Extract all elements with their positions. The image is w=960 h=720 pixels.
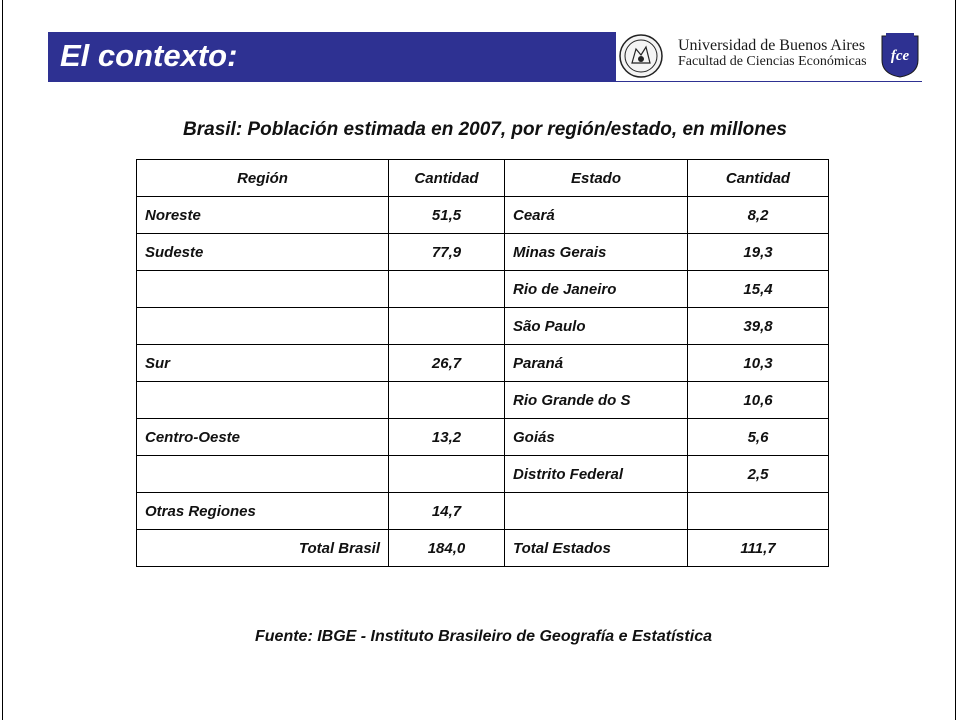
table-row — [137, 382, 829, 419]
cell-region-value: 13,2 — [389, 419, 505, 456]
column-header-region: Región — [137, 160, 389, 197]
cell-state — [505, 493, 688, 530]
cell-region-value: 77,9 — [389, 234, 505, 271]
cell-state: Minas Gerais — [505, 234, 688, 271]
cell-region: Sur — [137, 345, 389, 382]
cell-state: Paraná — [505, 345, 688, 382]
cell-total-brasil-value: 184,0 — [389, 530, 505, 567]
table-row — [137, 419, 829, 456]
cell-region-value — [389, 271, 505, 308]
cell-state: Ceará — [505, 197, 688, 234]
fce-logo-text: fce — [890, 48, 910, 64]
cell-total-estados-value: 111,7 — [688, 530, 829, 567]
cell-region — [137, 456, 389, 493]
table-total-row — [137, 530, 829, 567]
university-seal-icon — [618, 33, 664, 79]
cell-state: Goiás — [505, 419, 688, 456]
cell-region-value: 51,5 — [389, 197, 505, 234]
cell-region — [137, 271, 389, 308]
university-line2: Facultad de Ciencias Económicas — [678, 54, 867, 69]
cell-state-value: 2,5 — [688, 456, 829, 493]
cell-state: São Paulo — [505, 308, 688, 345]
cell-region: Centro-Oeste — [137, 419, 389, 456]
table-row — [137, 271, 829, 308]
cell-total-estados-label: Total Estados — [505, 530, 688, 567]
column-header-cantidad: Cantidad — [688, 160, 829, 197]
cell-state: Distrito Federal — [505, 456, 688, 493]
fce-logo-icon — [878, 30, 922, 78]
slide-border-right — [955, 0, 956, 720]
cell-region-value — [389, 382, 505, 419]
cell-state: Rio de Janeiro — [505, 271, 688, 308]
cell-region: Noreste — [137, 197, 389, 234]
cell-region-value — [389, 308, 505, 345]
table-header-row — [137, 160, 829, 197]
cell-state-value: 39,8 — [688, 308, 829, 345]
slide-title: El contexto: — [60, 38, 238, 73]
header-rule — [616, 81, 922, 82]
cell-state-value: 10,3 — [688, 345, 829, 382]
population-table — [136, 159, 829, 567]
header-bar — [48, 32, 616, 82]
cell-region — [137, 382, 389, 419]
university-name — [678, 38, 868, 70]
cell-region: Otras Regiones — [137, 493, 389, 530]
cell-state-value: 8,2 — [688, 197, 829, 234]
table-row — [137, 345, 829, 382]
slide-border-left — [2, 0, 3, 720]
table-row — [137, 234, 829, 271]
table-title: Brasil: Población estimada en 2007, por región/estado, en millones — [183, 119, 787, 140]
column-header-cantidad: Cantidad — [389, 160, 505, 197]
cell-region — [137, 308, 389, 345]
cell-state-value: 15,4 — [688, 271, 829, 308]
cell-region-value: 14,7 — [389, 493, 505, 530]
cell-region-value: 26,7 — [389, 345, 505, 382]
table-row — [137, 197, 829, 234]
column-header-estado: Estado — [505, 160, 688, 197]
cell-state-value: 10,6 — [688, 382, 829, 419]
university-line1: Universidad de Buenos Aires — [678, 37, 866, 54]
cell-total-brasil-label: Total Brasil — [137, 530, 389, 567]
source-note: Fuente: IBGE - Instituto Brasileiro de Geografía e Estatística — [255, 628, 712, 645]
cell-state: Rio Grande do S — [505, 382, 688, 419]
cell-region: Sudeste — [137, 234, 389, 271]
cell-region-value — [389, 456, 505, 493]
cell-state-value: 5,6 — [688, 419, 829, 456]
cell-state-value — [688, 493, 829, 530]
table-row — [137, 456, 829, 493]
table-row — [137, 493, 829, 530]
cell-state-value: 19,3 — [688, 234, 829, 271]
table-row — [137, 308, 829, 345]
